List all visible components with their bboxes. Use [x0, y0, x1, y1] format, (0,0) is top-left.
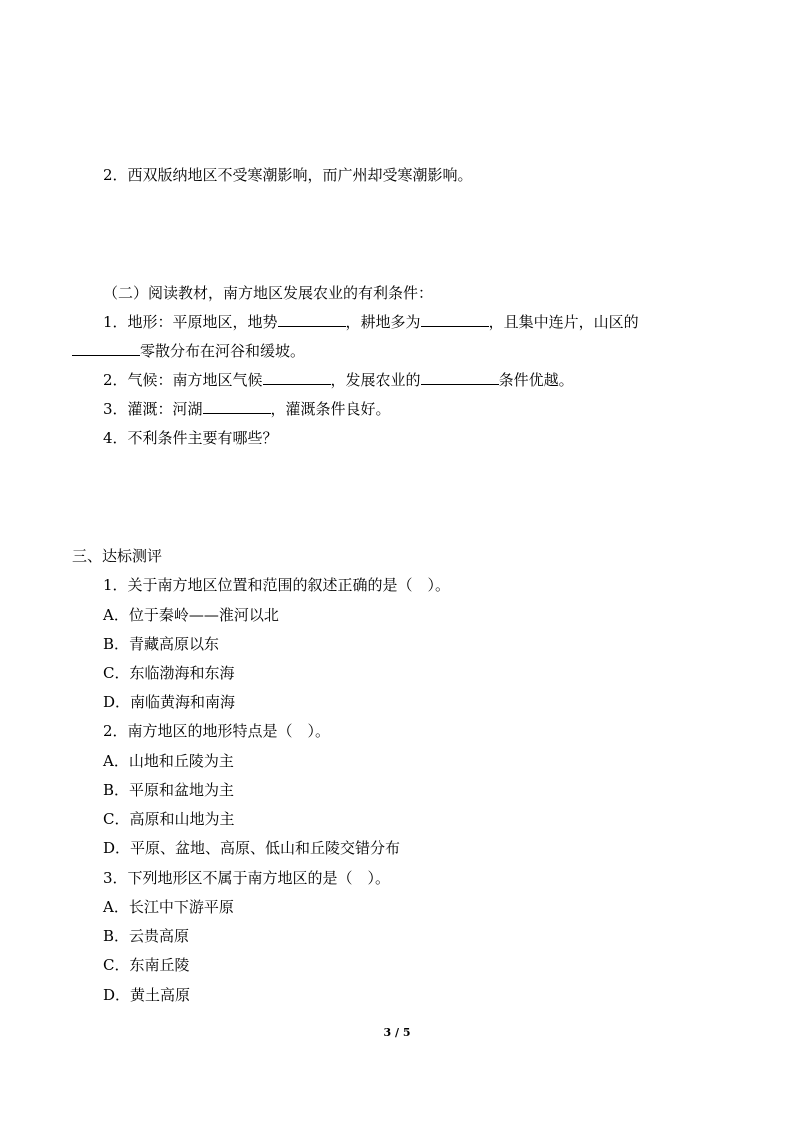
- answer-blank[interactable]: [263, 370, 331, 385]
- condition-climate: 2．气候：南方地区气候 ，发展农业的 条件优越。: [103, 371, 574, 389]
- option-b: B．云贵高原: [103, 927, 190, 945]
- condition-terrain: 1．地形：平原地区，地势 ，耕地多为 ，且集中连片，山区的: [103, 313, 639, 331]
- option-a: A．长江中下游平原: [103, 898, 234, 916]
- option-c: C．东临渤海和东海: [103, 664, 235, 682]
- answer-blank[interactable]: [72, 341, 140, 356]
- option-a: A．位于秦岭——淮河以北: [103, 606, 279, 624]
- answer-blank[interactable]: [421, 370, 499, 385]
- page-number: 3 / 5: [383, 1026, 411, 1039]
- condition-unfavorable: 4．不利条件主要有哪些？: [103, 429, 278, 447]
- question-stem: 2．南方地区的地形特点是（ ）。: [103, 722, 331, 740]
- condition-terrain-cont: 零散分布在河谷和缓坡。: [72, 341, 305, 361]
- section-3-heading: 三、达标测评: [72, 547, 163, 565]
- condition-irrigation: 3．灌溉：河湖 ，灌溉条件良好。: [103, 400, 391, 418]
- answer-blank[interactable]: [203, 399, 271, 414]
- question-stem: 3．下列地形区不属于南方地区的是（ ）。: [103, 869, 391, 887]
- question-stem: 1．关于南方地区位置和范围的叙述正确的是（ ）。: [103, 576, 451, 594]
- answer-blank[interactable]: [421, 312, 489, 327]
- option-c: C．东南丘陵: [103, 956, 190, 974]
- option-a: A．山地和丘陵为主: [103, 752, 234, 770]
- option-b: B．青藏高原以东: [103, 635, 220, 653]
- answer-blank[interactable]: [278, 312, 346, 327]
- option-d: D．平原、盆地、高原、低山和丘陵交错分布: [103, 839, 401, 857]
- section-2-heading: （二）阅读教材，南方地区发展农业的有利条件：: [103, 284, 434, 302]
- option-d: D．南临黄海和南海: [103, 693, 236, 711]
- option-c: C．高原和山地为主: [103, 810, 235, 828]
- option-b: B．平原和盆地为主: [103, 781, 235, 799]
- question-2-prev: 2．西双版纳地区不受寒潮影响，而广州却受寒潮影响。: [103, 166, 473, 184]
- option-d: D．黄土高原: [103, 986, 191, 1004]
